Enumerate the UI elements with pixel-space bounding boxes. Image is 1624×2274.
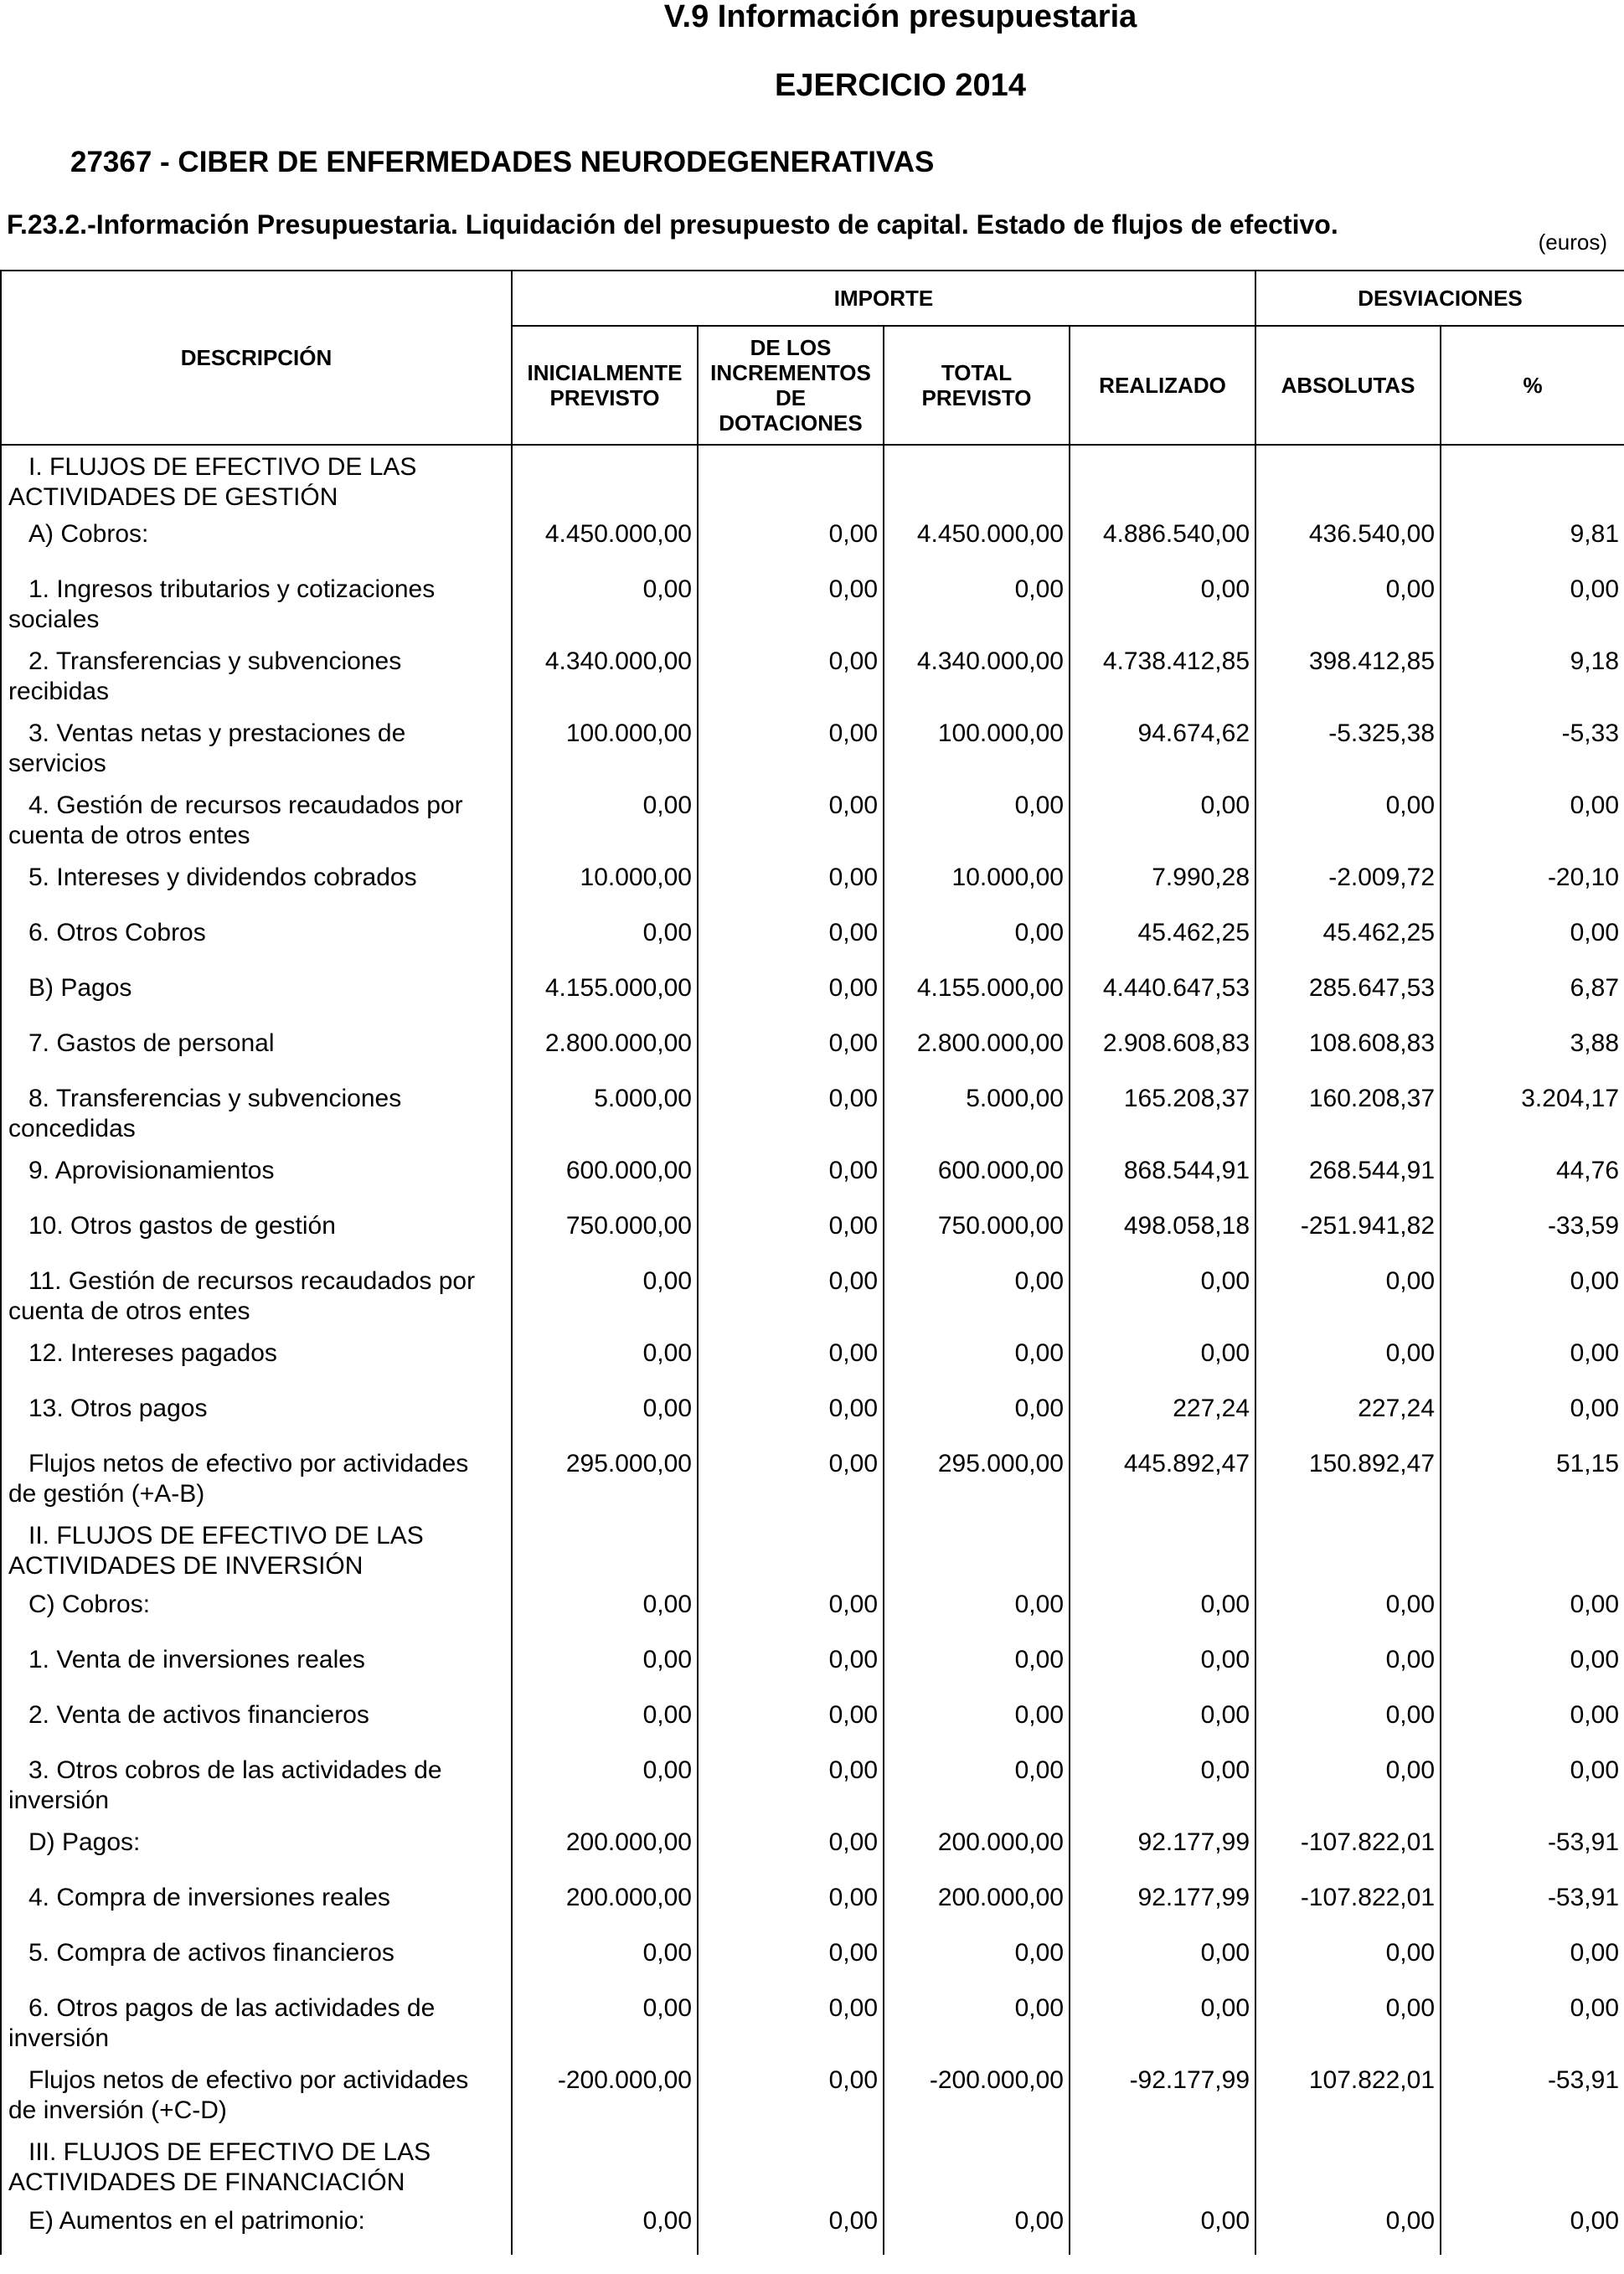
row-description	[1, 568, 512, 640]
cell-incrementos: 0,00	[698, 1260, 884, 1332]
cell-inicialmente-previsto: 200.000,00	[512, 1821, 698, 1876]
row-description-line1: III. FLUJOS DE EFECTIVO DE LAS	[28, 2138, 431, 2166]
cell-incrementos: 0,00	[698, 967, 884, 1022]
cell-porcentaje: 3.204,17	[1441, 1077, 1624, 1149]
cell-absolutas: -107.822,01	[1255, 1821, 1441, 1876]
cell-porcentaje: 44,76	[1441, 1149, 1624, 1204]
col-realizado: REALIZADO	[1070, 326, 1255, 445]
row-description	[1, 1514, 512, 1583]
cell-porcentaje: 0,00	[1441, 1387, 1624, 1442]
cell-realizado: 0,00	[1070, 1260, 1255, 1332]
cell-incrementos: 0,00	[698, 1987, 884, 2059]
row-description-line2: de gestión (+A-B)	[8, 1480, 205, 1508]
row-description	[1, 1749, 512, 1821]
cell-inicialmente-previsto	[512, 2131, 698, 2199]
cell-incrementos	[698, 1514, 884, 1583]
cell-realizado: 45.462,25	[1070, 911, 1255, 967]
table-row	[1, 1638, 1624, 1694]
cell-total-previsto: 0,00	[884, 2199, 1070, 2255]
cell-porcentaje: 6,87	[1441, 967, 1624, 1022]
cell-porcentaje: -20,10	[1441, 856, 1624, 911]
cell-realizado: 0,00	[1070, 2199, 1255, 2255]
cell-absolutas: 436.540,00	[1255, 513, 1441, 568]
cell-incrementos: 0,00	[698, 856, 884, 911]
row-description	[1, 1387, 512, 1442]
cell-realizado: 0,00	[1070, 1694, 1255, 1749]
cell-inicialmente-previsto: 0,00	[512, 2199, 698, 2255]
row-description-line2: recibidas	[8, 678, 110, 705]
table-row	[1, 1149, 1624, 1204]
cell-absolutas: 0,00	[1255, 1332, 1441, 1387]
cell-absolutas: 0,00	[1255, 1931, 1441, 1987]
table-row	[1, 1204, 1624, 1260]
cell-porcentaje: -53,91	[1441, 1821, 1624, 1876]
row-description-line2: servicios	[8, 750, 106, 777]
row-description-line1: I. FLUJOS DE EFECTIVO DE LAS	[28, 453, 417, 481]
col-absolutas: ABSOLUTAS	[1255, 326, 1441, 445]
cell-realizado: 0,00	[1070, 568, 1255, 640]
cell-porcentaje: 0,00	[1441, 911, 1624, 967]
cell-incrementos: 0,00	[698, 2059, 884, 2131]
row-description-line1: 1. Ingresos tributarios y cotizaciones	[28, 575, 436, 603]
table-row	[1, 1442, 1624, 1514]
col-descripcion: DESCRIPCIÓN	[1, 271, 512, 445]
cell-absolutas: 0,00	[1255, 1583, 1441, 1638]
row-description	[1, 712, 512, 784]
cell-realizado: 2.908.608,83	[1070, 1022, 1255, 1077]
cell-porcentaje: 0,00	[1441, 1749, 1624, 1821]
cell-total-previsto: 4.155.000,00	[884, 967, 1070, 1022]
cell-porcentaje: 51,15	[1441, 1442, 1624, 1514]
cell-incrementos: 0,00	[698, 712, 884, 784]
table-row	[1, 1022, 1624, 1077]
cell-absolutas: 107.822,01	[1255, 2059, 1441, 2131]
table-row	[1, 1987, 1624, 2059]
table-row	[1, 1387, 1624, 1442]
cell-total-previsto: 0,00	[884, 784, 1070, 856]
cell-incrementos: 0,00	[698, 1442, 884, 1514]
row-description-line2: ACTIVIDADES DE FINANCIACIÓN	[8, 2168, 405, 2196]
cell-total-previsto: 5.000,00	[884, 1077, 1070, 1149]
cell-inicialmente-previsto: 0,00	[512, 1694, 698, 1749]
col-group-importe: IMPORTE	[512, 271, 1255, 326]
row-description	[1, 1149, 512, 1204]
cell-porcentaje: 0,00	[1441, 1332, 1624, 1387]
cell-inicialmente-previsto: 750.000,00	[512, 1204, 698, 1260]
cell-inicialmente-previsto: 295.000,00	[512, 1442, 698, 1514]
row-description	[1, 784, 512, 856]
col-total-line1: TOTAL	[941, 360, 1013, 385]
table-row	[1, 911, 1624, 967]
cell-incrementos	[698, 445, 884, 513]
cell-realizado: 92.177,99	[1070, 1821, 1255, 1876]
entity-title: 27367 - CIBER DE ENFERMEDADES NEURODEGENERATIVAS	[70, 146, 935, 178]
cell-incrementos: 0,00	[698, 1332, 884, 1387]
row-description-line1: 1. Venta de inversiones reales	[28, 1646, 365, 1673]
row-description	[1, 1931, 512, 1987]
cell-inicialmente-previsto: 0,00	[512, 1583, 698, 1638]
cell-incrementos: 0,00	[698, 1149, 884, 1204]
table-row	[1, 2059, 1624, 2131]
cell-absolutas: -107.822,01	[1255, 1876, 1441, 1931]
cell-inicialmente-previsto: 0,00	[512, 568, 698, 640]
row-description	[1, 911, 512, 967]
cell-inicialmente-previsto: 0,00	[512, 1260, 698, 1332]
table-subtitle: F.23.2.-Información Presupuestaria. Liquidación del presupuesto de capital. Estado de flujos de efectivo.	[7, 209, 1338, 240]
cell-incrementos: 0,00	[698, 911, 884, 967]
row-description-line2: inversión	[8, 2024, 110, 2052]
row-description-line1: 6. Otros pagos de las actividades de	[28, 1994, 436, 2022]
cell-incrementos: 0,00	[698, 1876, 884, 1931]
col-incrementos	[698, 326, 884, 445]
cell-porcentaje: 0,00	[1441, 568, 1624, 640]
cell-absolutas: 285.647,53	[1255, 967, 1441, 1022]
cell-incrementos: 0,00	[698, 640, 884, 712]
cell-absolutas: 0,00	[1255, 568, 1441, 640]
cell-porcentaje	[1441, 445, 1624, 513]
row-description-line2: de inversión (+C-D)	[8, 2096, 227, 2124]
row-description-line1: 4. Gestión de recursos recaudados por	[28, 792, 463, 819]
cell-total-previsto: 100.000,00	[884, 712, 1070, 784]
table-row	[1, 1876, 1624, 1931]
cell-inicialmente-previsto	[512, 445, 698, 513]
cell-inicialmente-previsto: 0,00	[512, 1387, 698, 1442]
row-description-line1: 9. Aprovisionamientos	[28, 1157, 275, 1184]
cell-porcentaje: 0,00	[1441, 1260, 1624, 1332]
row-description-line1: Flujos netos de efectivo por actividades	[28, 1450, 469, 1477]
cell-porcentaje: 0,00	[1441, 1987, 1624, 2059]
row-description-line2: cuenta de otros entes	[8, 822, 250, 849]
cell-incrementos: 0,00	[698, 568, 884, 640]
cell-total-previsto: 0,00	[884, 911, 1070, 967]
cell-porcentaje: -53,91	[1441, 2059, 1624, 2131]
cell-total-previsto	[884, 2131, 1070, 2199]
cell-incrementos: 0,00	[698, 1583, 884, 1638]
cell-absolutas: -251.941,82	[1255, 1204, 1441, 1260]
cell-realizado: 0,00	[1070, 1987, 1255, 2059]
cell-total-previsto: 200.000,00	[884, 1876, 1070, 1931]
cell-incrementos	[698, 2131, 884, 2199]
cell-inicialmente-previsto: 0,00	[512, 1638, 698, 1694]
cell-total-previsto: 2.800.000,00	[884, 1022, 1070, 1077]
row-description	[1, 1022, 512, 1077]
row-description	[1, 513, 512, 568]
cell-realizado: 0,00	[1070, 1749, 1255, 1821]
cell-incrementos: 0,00	[698, 1077, 884, 1149]
cell-incrementos: 0,00	[698, 1821, 884, 1876]
table-row	[1, 856, 1624, 911]
cell-realizado: 94.674,62	[1070, 712, 1255, 784]
table-row	[1, 1260, 1624, 1332]
row-description-line1: E) Aumentos en el patrimonio:	[28, 2207, 365, 2235]
cell-porcentaje	[1441, 1514, 1624, 1583]
row-description	[1, 1694, 512, 1749]
table-row	[1, 1514, 1624, 1583]
cell-inicialmente-previsto	[512, 1514, 698, 1583]
cell-realizado: 227,24	[1070, 1387, 1255, 1442]
cell-absolutas: -2.009,72	[1255, 856, 1441, 911]
cell-inicialmente-previsto: 0,00	[512, 911, 698, 967]
cell-realizado: 0,00	[1070, 1332, 1255, 1387]
cell-total-previsto: 4.450.000,00	[884, 513, 1070, 568]
cell-realizado: 4.440.647,53	[1070, 967, 1255, 1022]
col-incrementos-line3: DE	[775, 385, 807, 410]
table-row	[1, 2199, 1624, 2255]
row-description	[1, 967, 512, 1022]
cell-total-previsto: 750.000,00	[884, 1204, 1070, 1260]
cell-inicialmente-previsto: 0,00	[512, 1332, 698, 1387]
row-description	[1, 1987, 512, 2059]
row-description	[1, 2131, 512, 2199]
cell-absolutas: 268.544,91	[1255, 1149, 1441, 1204]
row-description	[1, 1077, 512, 1149]
header-row-top	[1, 271, 1624, 326]
col-incrementos-line2: INCREMENTOS	[710, 360, 871, 385]
cell-inicialmente-previsto: 100.000,00	[512, 712, 698, 784]
cell-inicialmente-previsto: 0,00	[512, 1931, 698, 1987]
col-inicialmente-line2: PREVISTO	[549, 385, 660, 410]
cell-absolutas: 0,00	[1255, 2199, 1441, 2255]
row-description-line1: 3. Ventas netas y prestaciones de	[28, 719, 406, 747]
cell-total-previsto: 0,00	[884, 1387, 1070, 1442]
table-row	[1, 1821, 1624, 1876]
cell-porcentaje: 0,00	[1441, 1694, 1624, 1749]
cell-incrementos: 0,00	[698, 784, 884, 856]
cell-porcentaje: 0,00	[1441, 1583, 1624, 1638]
cell-porcentaje: -33,59	[1441, 1204, 1624, 1260]
row-description-line1: 7. Gastos de personal	[28, 1029, 275, 1057]
row-description-line2: ACTIVIDADES DE INVERSIÓN	[8, 1552, 363, 1580]
cell-inicialmente-previsto: 200.000,00	[512, 1876, 698, 1931]
cell-realizado	[1070, 445, 1255, 513]
cell-realizado: 0,00	[1070, 1638, 1255, 1694]
col-group-desviaciones: DESVIACIONES	[1255, 271, 1624, 326]
cell-porcentaje: 0,00	[1441, 1931, 1624, 1987]
cash-flow-table	[0, 270, 1624, 2255]
row-description-line1: D) Pagos:	[28, 1828, 141, 1856]
cell-realizado: 7.990,28	[1070, 856, 1255, 911]
row-description-line2: cuenta de otros entes	[8, 1297, 250, 1325]
table-row	[1, 513, 1624, 568]
row-description-line1: A) Cobros:	[28, 520, 149, 548]
row-description-line1: 5. Intereses y dividendos cobrados	[28, 864, 417, 891]
cell-total-previsto: 0,00	[884, 1931, 1070, 1987]
cell-absolutas: 0,00	[1255, 1638, 1441, 1694]
row-description	[1, 856, 512, 911]
cell-realizado: 868.544,91	[1070, 1149, 1255, 1204]
cell-realizado: 445.892,47	[1070, 1442, 1255, 1514]
cell-total-previsto: 0,00	[884, 568, 1070, 640]
table-row	[1, 967, 1624, 1022]
cell-realizado: 4.886.540,00	[1070, 513, 1255, 568]
cell-total-previsto: 0,00	[884, 1694, 1070, 1749]
cell-porcentaje: 0,00	[1441, 784, 1624, 856]
cell-inicialmente-previsto: 4.450.000,00	[512, 513, 698, 568]
row-description	[1, 1583, 512, 1638]
cell-total-previsto: 600.000,00	[884, 1149, 1070, 1204]
cell-absolutas	[1255, 1514, 1441, 1583]
cell-absolutas: 108.608,83	[1255, 1022, 1441, 1077]
table-row	[1, 568, 1624, 640]
report-title: V.9 Información presupuestaria	[663, 0, 1137, 34]
cell-total-previsto: 0,00	[884, 1638, 1070, 1694]
row-description-line1: II. FLUJOS DE EFECTIVO DE LAS	[28, 1522, 424, 1550]
cell-absolutas: 150.892,47	[1255, 1442, 1441, 1514]
row-description	[1, 1332, 512, 1387]
cell-inicialmente-previsto: 4.340.000,00	[512, 640, 698, 712]
row-description	[1, 2059, 512, 2131]
col-incrementos-line4: DOTACIONES	[719, 410, 863, 436]
cell-absolutas: 0,00	[1255, 1749, 1441, 1821]
row-description-line1: 3. Otros cobros de las actividades de	[28, 1756, 442, 1784]
cell-porcentaje: 0,00	[1441, 2199, 1624, 2255]
cell-total-previsto: 0,00	[884, 1583, 1070, 1638]
cell-incrementos: 0,00	[698, 513, 884, 568]
cell-inicialmente-previsto: -200.000,00	[512, 2059, 698, 2131]
row-description-line2: ACTIVIDADES DE GESTIÓN	[8, 483, 338, 511]
cell-realizado	[1070, 2131, 1255, 2199]
col-incrementos-line1: DE LOS	[750, 335, 832, 360]
table-row	[1, 1749, 1624, 1821]
cell-total-previsto: 0,00	[884, 1260, 1070, 1332]
table-row	[1, 1583, 1624, 1638]
cell-realizado: 165.208,37	[1070, 1077, 1255, 1149]
cell-realizado: 0,00	[1070, 1583, 1255, 1638]
cell-absolutas: 45.462,25	[1255, 911, 1441, 967]
row-description-line1: 10. Otros gastos de gestión	[28, 1212, 336, 1240]
cell-absolutas	[1255, 2131, 1441, 2199]
row-description	[1, 1442, 512, 1514]
cell-porcentaje: 0,00	[1441, 1638, 1624, 1694]
row-description-line1: 13. Otros pagos	[28, 1395, 208, 1422]
cell-absolutas: -5.325,38	[1255, 712, 1441, 784]
cell-incrementos: 0,00	[698, 2199, 884, 2255]
cell-inicialmente-previsto: 0,00	[512, 1987, 698, 2059]
cell-incrementos: 0,00	[698, 1387, 884, 1442]
cell-incrementos: 0,00	[698, 1022, 884, 1077]
exercise-title: EJERCICIO 2014	[775, 68, 1026, 103]
col-total-line2: PREVISTO	[921, 385, 1032, 410]
row-description-line1: B) Pagos	[28, 974, 132, 1002]
row-description	[1, 1821, 512, 1876]
cell-inicialmente-previsto: 0,00	[512, 784, 698, 856]
cell-incrementos: 0,00	[698, 1638, 884, 1694]
row-description-line1: C) Cobros:	[28, 1591, 151, 1618]
row-description-line1: 8. Transferencias y subvenciones	[28, 1085, 402, 1112]
col-porcentaje: %	[1441, 326, 1624, 445]
cell-incrementos: 0,00	[698, 1931, 884, 1987]
row-description-line1: Flujos netos de efectivo por actividades	[28, 2066, 469, 2094]
row-description-line1: 11. Gestión de recursos recaudados por	[28, 1267, 476, 1295]
cell-inicialmente-previsto: 2.800.000,00	[512, 1022, 698, 1077]
cell-inicialmente-previsto: 0,00	[512, 1749, 698, 1821]
cell-incrementos: 0,00	[698, 1749, 884, 1821]
table-body	[1, 445, 1624, 2255]
row-description-line2: sociales	[8, 606, 100, 633]
table-row	[1, 1332, 1624, 1387]
table-row	[1, 1931, 1624, 1987]
row-description	[1, 1638, 512, 1694]
cell-realizado: 0,00	[1070, 1931, 1255, 1987]
row-description	[1, 445, 512, 513]
cell-total-previsto: 4.340.000,00	[884, 640, 1070, 712]
cell-realizado: 92.177,99	[1070, 1876, 1255, 1931]
cell-incrementos: 0,00	[698, 1694, 884, 1749]
cell-inicialmente-previsto: 5.000,00	[512, 1077, 698, 1149]
cell-realizado: 498.058,18	[1070, 1204, 1255, 1260]
cell-absolutas: 160.208,37	[1255, 1077, 1441, 1149]
row-description-line1: 6. Otros Cobros	[28, 919, 206, 946]
col-inicialmente-previsto	[512, 326, 698, 445]
row-description-line1: 12. Intereses pagados	[28, 1339, 277, 1367]
cell-porcentaje: 9,18	[1441, 640, 1624, 712]
table-row	[1, 2131, 1624, 2199]
table-row	[1, 784, 1624, 856]
cell-absolutas: 0,00	[1255, 784, 1441, 856]
cell-total-previsto: -200.000,00	[884, 2059, 1070, 2131]
cell-realizado: 4.738.412,85	[1070, 640, 1255, 712]
cell-total-previsto: 295.000,00	[884, 1442, 1070, 1514]
cell-inicialmente-previsto: 4.155.000,00	[512, 967, 698, 1022]
cell-porcentaje	[1441, 2131, 1624, 2199]
cell-absolutas: 398.412,85	[1255, 640, 1441, 712]
cell-absolutas: 0,00	[1255, 1987, 1441, 2059]
table-row	[1, 1077, 1624, 1149]
row-description	[1, 1204, 512, 1260]
cell-total-previsto: 200.000,00	[884, 1821, 1070, 1876]
cell-inicialmente-previsto: 10.000,00	[512, 856, 698, 911]
cell-total-previsto: 0,00	[884, 1332, 1070, 1387]
col-total-previsto	[884, 326, 1070, 445]
table-row	[1, 712, 1624, 784]
cell-total-previsto: 0,00	[884, 1987, 1070, 2059]
row-description-line1: 5. Compra de activos financieros	[28, 1939, 394, 1967]
cell-total-previsto	[884, 1514, 1070, 1583]
units-label: (euros)	[1538, 229, 1607, 255]
cell-absolutas: 0,00	[1255, 1694, 1441, 1749]
cell-inicialmente-previsto: 600.000,00	[512, 1149, 698, 1204]
row-description	[1, 2199, 512, 2255]
row-description-line1: 4. Compra de inversiones reales	[28, 1884, 390, 1911]
row-description	[1, 640, 512, 712]
cell-absolutas: 227,24	[1255, 1387, 1441, 1442]
table-row	[1, 1694, 1624, 1749]
cell-porcentaje: 9,81	[1441, 513, 1624, 568]
cell-total-previsto: 0,00	[884, 1749, 1070, 1821]
cell-porcentaje: -53,91	[1441, 1876, 1624, 1931]
table-row	[1, 445, 1624, 513]
row-description	[1, 1876, 512, 1931]
cell-realizado: 0,00	[1070, 784, 1255, 856]
row-description-line1: 2. Venta de activos financieros	[28, 1701, 369, 1729]
col-inicialmente-line1: INICIALMENTE	[527, 360, 683, 385]
row-description-line1: 2. Transferencias y subvenciones	[28, 647, 402, 675]
cell-porcentaje: 3,88	[1441, 1022, 1624, 1077]
cell-absolutas: 0,00	[1255, 1260, 1441, 1332]
cell-total-previsto	[884, 445, 1070, 513]
row-description-line2: inversión	[8, 1787, 110, 1814]
cell-realizado	[1070, 1514, 1255, 1583]
cell-porcentaje: -5,33	[1441, 712, 1624, 784]
cell-realizado: -92.177,99	[1070, 2059, 1255, 2131]
cell-absolutas	[1255, 445, 1441, 513]
row-description	[1, 1260, 512, 1332]
row-description-line2: concedidas	[8, 1115, 136, 1142]
cell-total-previsto: 10.000,00	[884, 856, 1070, 911]
table-row	[1, 640, 1624, 712]
cell-incrementos: 0,00	[698, 1204, 884, 1260]
